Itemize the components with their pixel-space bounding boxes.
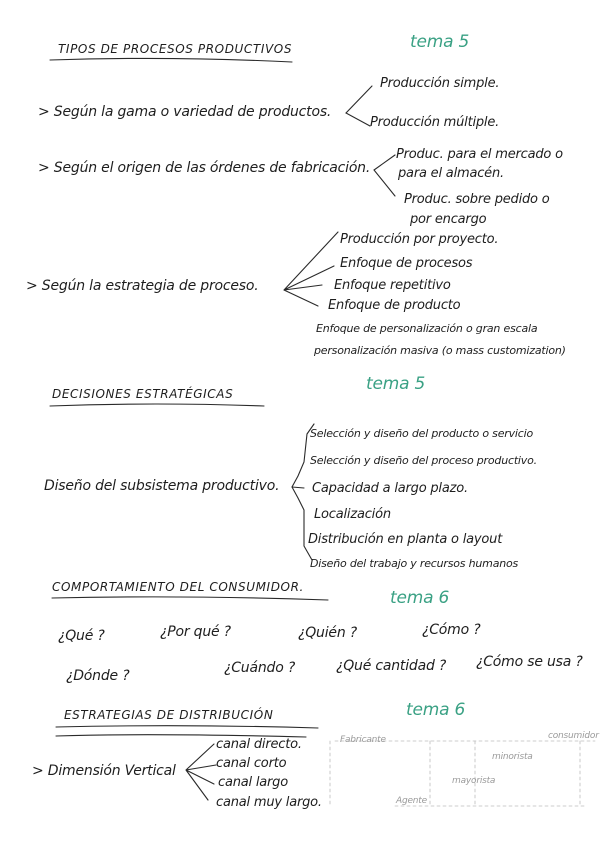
list-item: para el almacén. [398,166,504,181]
list-item: Enfoque de personalización o gran escala [316,322,538,335]
list-item: canal muy largo. [216,795,322,810]
tema-label-s3: tema 6 [390,588,450,608]
section-title-comportamiento: COMPORTAMIENTO DEL CONSUMIDOR. [52,580,304,594]
question-item: ¿Dónde ? [66,668,130,684]
list-item: Diseño del trabajo y recursos humanos [310,557,519,570]
faint-label: minorista [492,752,533,762]
list-item: personalización masiva (o mass customization) [314,344,566,357]
list-item: Distribución en planta o layout [308,532,503,547]
underline-s3 [52,597,328,600]
group-label-diseno: Diseño del subsistema productivo. [44,478,280,494]
list-item: Capacidad a largo plazo. [312,481,468,496]
list-item: Produc. sobre pedido o [404,192,550,207]
bracket-canal [186,744,216,800]
list-item: por encargo [410,212,487,227]
group-label-estrategia: > Según la estrategia de proceso. [26,278,259,294]
list-item: Selección y diseño del proceso productivo. [310,454,537,467]
underline-s4 [56,726,318,728]
faint-label: Fabricante [340,735,386,745]
brace-branch [292,487,304,488]
list-item: Enfoque de producto [328,298,461,313]
group-label-dimension: > Dimensión Vertical [32,763,176,779]
question-item: ¿Quién ? [298,625,357,641]
question-item: ¿Cómo se usa ? [476,654,583,670]
list-item: Producción por proyecto. [340,232,499,247]
question-item: ¿Por qué ? [160,624,231,640]
list-item: canal largo [218,775,288,790]
section-title-decisiones: DECISIONES ESTRATÉGICAS [52,387,234,401]
question-item: ¿Qué cantidad ? [336,658,447,674]
bracket-origen [374,155,395,196]
list-item: Producción múltiple. [370,115,500,130]
group-label-gama: > Según la gama o variedad de productos. [38,104,332,120]
list-item: canal corto [216,756,287,771]
question-item: ¿Cómo ? [422,622,481,638]
faint-label: consumidor [548,731,599,741]
section-title-tipos: TIPOS DE PROCESOS PRODUCTIVOS [58,42,293,56]
group-label-origen: > Según el origen de las órdenes de fabricación. [38,160,371,176]
faint-label: mayorista [452,776,496,786]
bracket-gama [346,86,372,126]
tema-label-s1: tema 5 [410,32,470,52]
list-item: Produc. para el mercado o [396,147,563,162]
list-item: Localización [314,507,391,522]
tema-label-s4: tema 6 [406,700,466,720]
underline-s2 [50,404,264,406]
list-item: Selección y diseño del producto o servicio [310,427,533,440]
faint-label: Agente [396,796,427,806]
section-title-estrategias: ESTRATEGIAS DE DISTRIBUCIÓN [64,708,274,722]
question-item: ¿Cuándo ? [224,660,296,676]
list-item: Enfoque de procesos [340,256,473,271]
list-item: Producción simple. [380,76,500,91]
list-item: Enfoque repetitivo [334,278,451,293]
bracket-estrategia [284,232,338,306]
list-item: canal directo. [216,737,302,752]
question-item: ¿Qué ? [58,628,105,644]
tema-label-s2: tema 5 [366,374,426,394]
underline-s1 [50,58,292,62]
